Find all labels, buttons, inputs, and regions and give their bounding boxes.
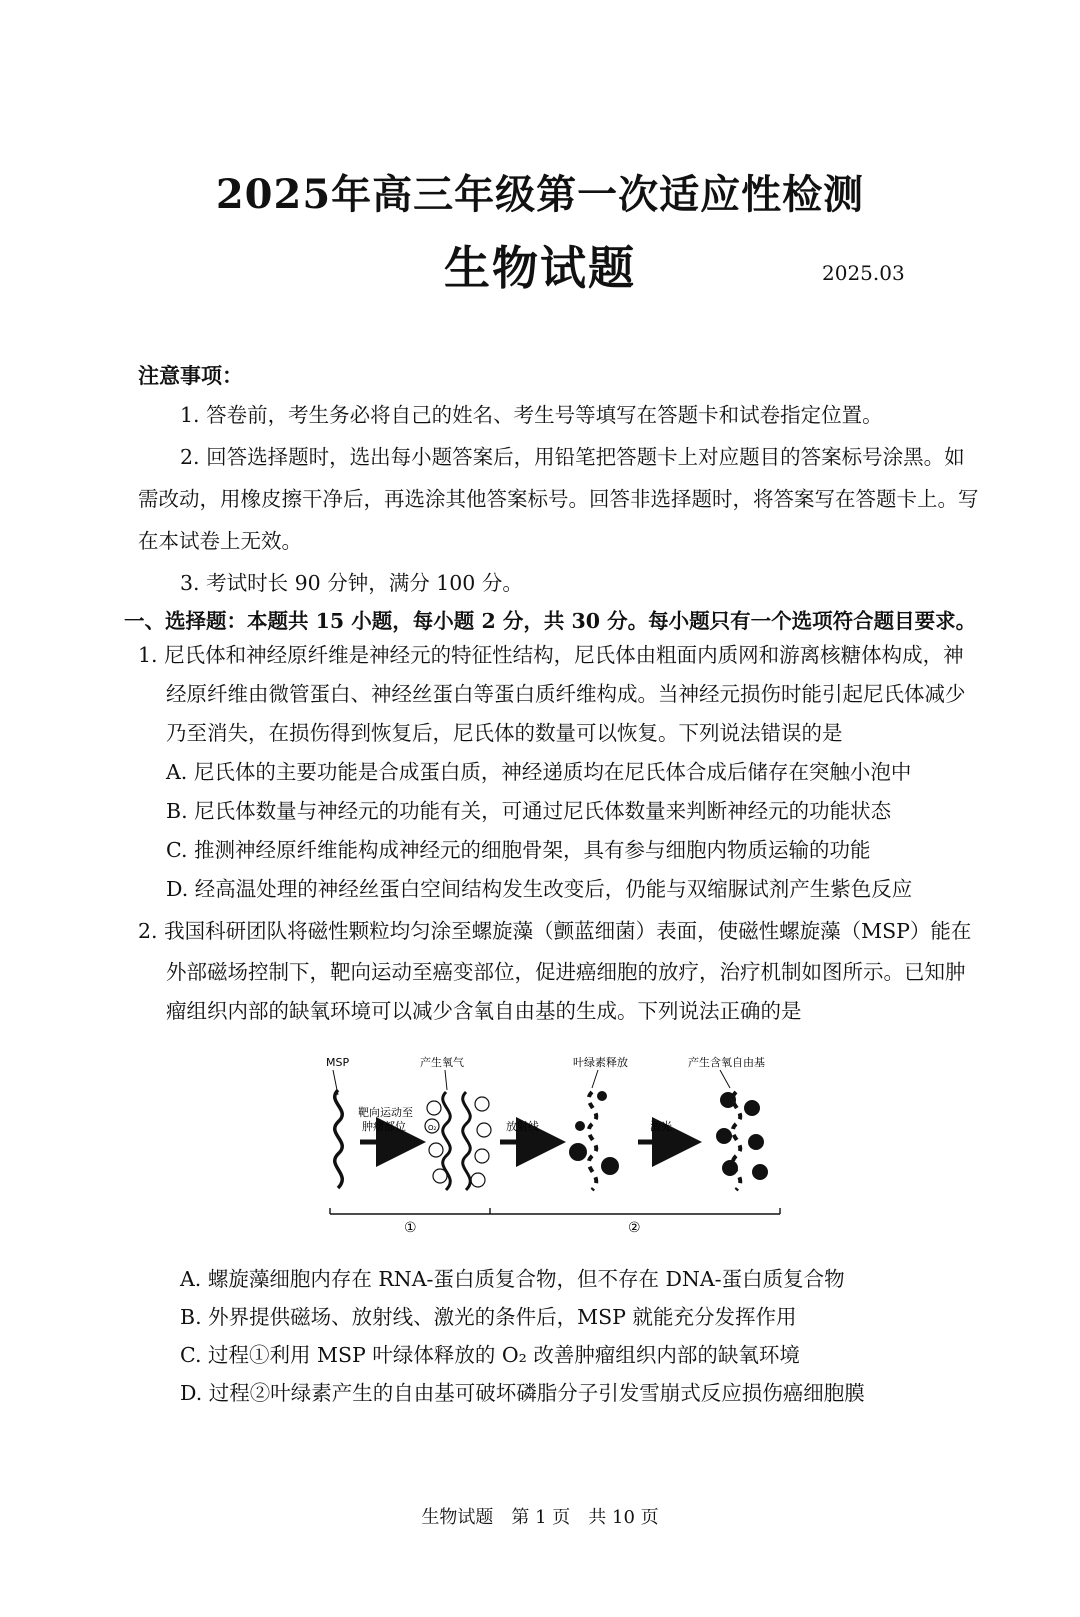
- exam-title: 2025年高三年级第一次适应性检测: [215, 171, 865, 218]
- q1-option-a: A. 尼氏体的主要功能是合成蛋白质，神经递质均在尼氏体合成后储存在突触小泡中: [166, 760, 912, 784]
- label-radical: 产生含氧自由基: [688, 1056, 765, 1069]
- notice-line: 3. 考试时长 90 分钟，满分 100 分。: [180, 571, 523, 595]
- q2-stem-line: 2. 我国科研团队将磁性颗粒均匀涂至螺旋藻（颤蓝细菌）表面，使磁性螺旋藻（MSP）能在: [138, 919, 972, 943]
- section-heading: 一、选择题：本题共 15 小题，每小题 2 分，共 30 分。每小题只有一个选项符合题目要求。: [124, 609, 977, 633]
- notice-line: 2. 回答选择题时，选出每小题答案后，用铅笔把答题卡上对应题目的答案标号涂黑。如: [180, 445, 965, 469]
- label-oxygen: 产生氧气: [420, 1056, 464, 1069]
- chlorophyll-dots: [569, 1091, 619, 1175]
- notice-line: 在本试卷上无效。: [138, 529, 302, 553]
- q2-stem-line: 外部磁场控制下，靶向运动至癌变部位，促进癌细胞的放疗，治疗机制如图所示。已知肿: [166, 960, 966, 984]
- q1-option-c: C. 推测神经原纤维能构成神经元的细胞骨架，具有参与细胞内物质运输的功能: [166, 838, 871, 862]
- arrow1-label: 靶向运动至: [358, 1106, 413, 1119]
- arrow1-label: 肿瘤部位: [362, 1120, 406, 1133]
- radical-dots: [716, 1092, 768, 1180]
- q1-stem-line: 乃至消失，在损伤得到恢复后，尼氏体的数量可以恢复。下列说法错误的是: [166, 721, 843, 745]
- stage-2-label: ②: [628, 1220, 641, 1236]
- q2-option-c: C. 过程①利用 MSP 叶绿体释放的 O₂ 改善肿瘤组织内部的缺氧环境: [180, 1343, 800, 1367]
- q1-option-b: B. 尼氏体数量与神经元的功能有关，可通过尼氏体数量来判断神经元的功能状态: [166, 799, 892, 823]
- q1-stem-line: 经原纤维由微管蛋白、神经丝蛋白等蛋白质纤维构成。当神经元损伤时能引起尼氏体减少: [166, 682, 966, 706]
- q1-stem-line: 1. 尼氏体和神经原纤维是神经元的特征性结构，尼氏体由粗面内质网和游离核糖体构成，神: [138, 643, 964, 667]
- q2-option-a: A. 螺旋藻细胞内存在 RNA-蛋白质复合物，但不存在 DNA-蛋白质复合物: [180, 1267, 845, 1291]
- stage-bracket: [330, 1208, 780, 1214]
- page-footer: 生物试题 第 1 页 共 10 页: [421, 1507, 659, 1528]
- q2-option-b: B. 外界提供磁场、放射线、激光的条件后，MSP 就能充分发挥作用: [180, 1305, 797, 1329]
- exam-subtitle: 生物试题: [444, 241, 636, 295]
- arrow2-label: 放射线: [506, 1120, 539, 1133]
- broken-spiral: [733, 1092, 741, 1190]
- q2-option-d: D. 过程②叶绿素产生的自由基可破坏磷脂分子引发雪崩式反应损伤癌细胞膜: [180, 1381, 865, 1405]
- notice-line: 1. 答卷前，考生务必将自己的姓名、考生号等填写在答题卡和试卷指定位置。: [180, 403, 883, 427]
- msp-spiral: [335, 1090, 343, 1188]
- label-chlorophyll: 叶绿素释放: [573, 1056, 628, 1069]
- label-msp: MSP: [326, 1056, 350, 1069]
- oxygen-bubbles: [425, 1097, 491, 1187]
- stage-1-label: ①: [404, 1220, 417, 1236]
- msp-spiral: [463, 1092, 471, 1190]
- pointer-line: [720, 1070, 730, 1088]
- pointer-line: [445, 1070, 447, 1090]
- arrow3-label: 激光: [650, 1120, 672, 1133]
- pointer-line: [592, 1070, 598, 1088]
- o2-label: O₂: [428, 1124, 437, 1132]
- q2-stem-line: 瘤组织内部的缺氧环境可以减少含氧自由基的生成。下列说法正确的是: [166, 999, 802, 1023]
- broken-spiral: [589, 1092, 597, 1190]
- exam-date: 2025.03: [822, 261, 905, 285]
- notice-line: 需改动，用橡皮擦干净后，再选涂其他答案标号。回答非选择题时，将答案写在答题卡上。写: [138, 487, 979, 511]
- notice-heading: 注意事项：: [138, 363, 243, 388]
- q1-option-d: D. 经高温处理的神经丝蛋白空间结构发生改变后，仍能与双缩脲试剂产生紫色反应: [166, 877, 913, 901]
